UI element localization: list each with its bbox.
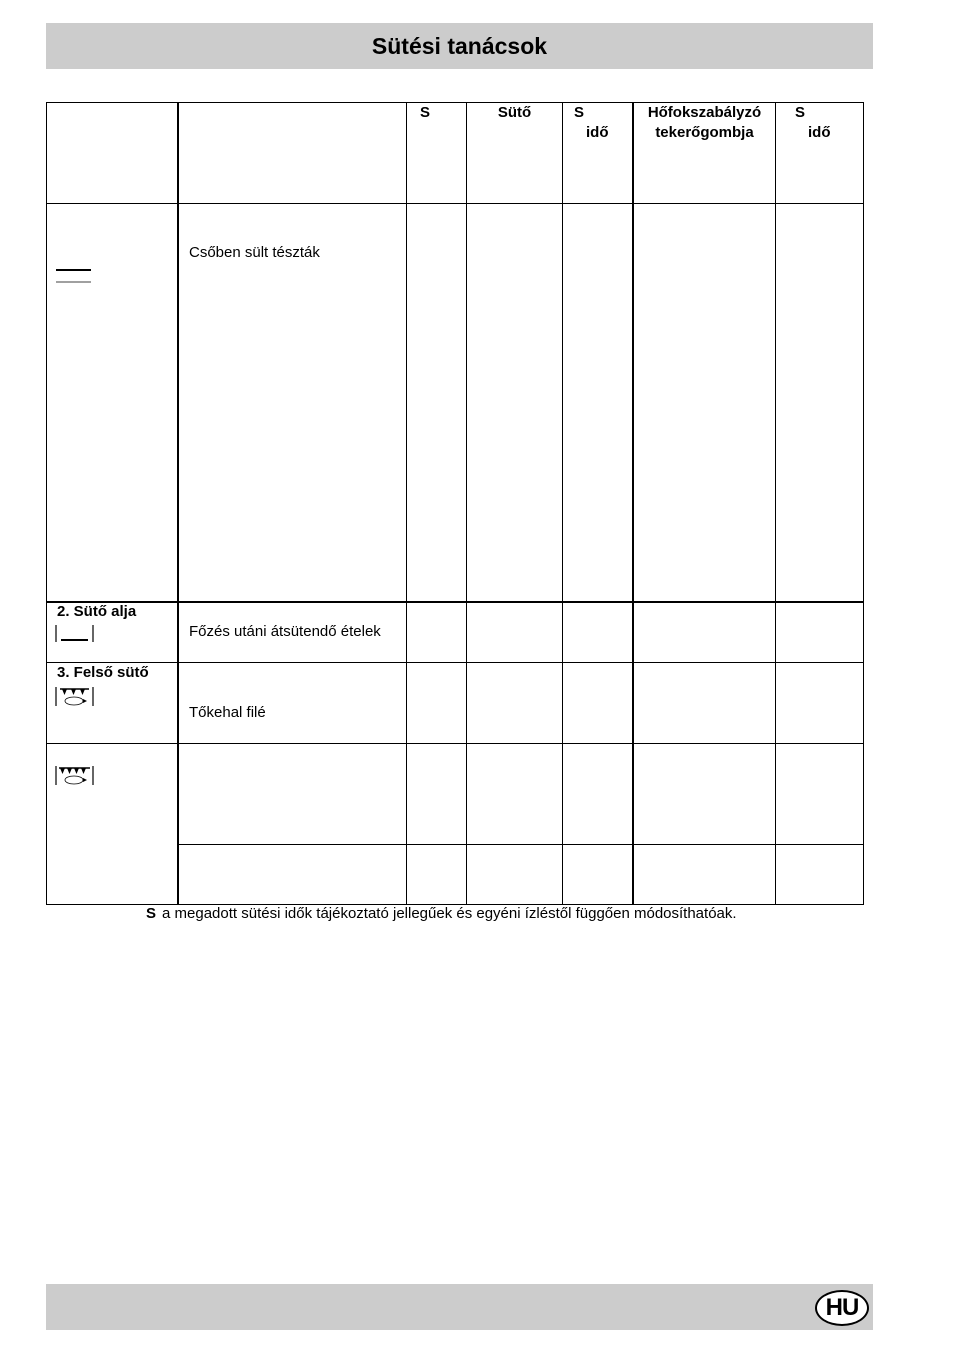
header-divider: [46, 203, 864, 204]
grill-fan-icon: [55, 686, 95, 708]
row-divider-1: [46, 601, 864, 603]
footnote-text: a megadott sütési idők tájékoztató jellegűek és egyéni ízléstől függően módosíthatóak.: [162, 905, 737, 922]
col-line-1: [177, 102, 179, 905]
section-label: 2. Sütő alja: [57, 603, 137, 620]
header-oven: Sütő: [497, 104, 532, 121]
oven-bottom-heat-icon: [55, 624, 95, 644]
bottom-bar: [46, 1284, 873, 1330]
footnote: [146, 905, 737, 922]
header-thermostat-line1: Hőfokszabályzó: [647, 104, 762, 121]
food-label: Csőben sült tészták: [189, 244, 320, 261]
food-label: Főzés utáni átsütendő ételek: [189, 623, 381, 640]
col-line-4: [562, 102, 563, 905]
header-s2: S: [574, 104, 585, 121]
col-line-0: [46, 102, 47, 905]
language-badge: HU: [815, 1290, 869, 1326]
page-title: Sütési tanácsok: [371, 32, 548, 59]
cooking-table: [46, 102, 864, 905]
header-thermostat-line2: tekerőgombja: [655, 124, 754, 141]
section-label: 3. Felső sütő: [57, 664, 149, 681]
header-s3-sub: idő: [808, 124, 831, 141]
bottom-heat-line-icon: [56, 268, 92, 284]
col-line-5: [632, 102, 634, 905]
header-s2-sub: idő: [586, 124, 609, 141]
row-divider-3: [46, 743, 864, 744]
title-bar: [46, 23, 873, 69]
row-divider-2: [46, 662, 864, 663]
header-s1: S: [420, 104, 431, 121]
col-line-7: [863, 102, 864, 905]
grill-fan-icon: [55, 765, 95, 787]
col-line-2: [406, 102, 407, 905]
food-label: Tőkehal filé: [189, 704, 266, 721]
footnote-marker: S: [146, 905, 157, 922]
col-line-6: [775, 102, 776, 905]
col-line-3: [466, 102, 467, 905]
row-divider-4: [178, 844, 864, 845]
header-s3: S: [795, 104, 806, 121]
